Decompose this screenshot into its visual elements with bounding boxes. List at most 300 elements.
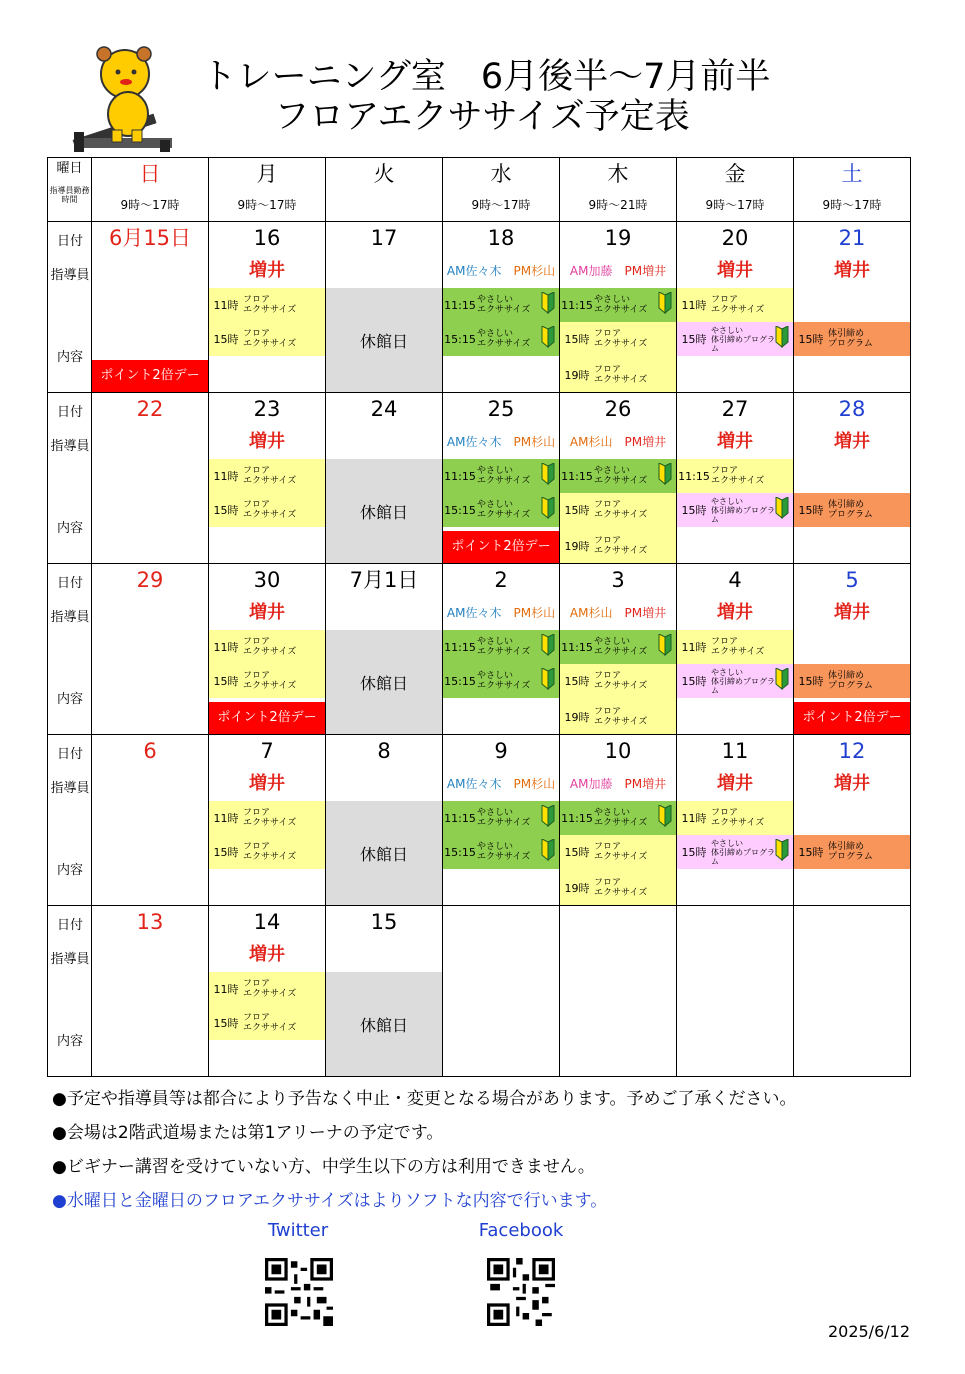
staff-name: 増井 <box>834 431 870 452</box>
class-time: 11時 <box>213 299 239 312</box>
point-double-day-badge: ポイント2倍デー <box>209 702 325 734</box>
program-name-2: エクササイズ <box>477 476 531 486</box>
program-name-1: 体引締め <box>828 329 865 339</box>
program-name-2: エクササイズ <box>594 546 648 556</box>
program-name-2: エクササイズ <box>711 818 765 828</box>
pm-staff: PM増井 <box>624 606 667 620</box>
program-name-1: 体引締め <box>828 671 865 681</box>
class-time: 15時 <box>798 333 824 346</box>
date-number: 9 <box>494 739 508 763</box>
program-name-1: フロア <box>594 500 622 510</box>
date-number: 17 <box>370 226 398 250</box>
date-number: 2 <box>494 568 508 592</box>
day-name: 火 <box>373 162 395 186</box>
header-label-cell <box>48 158 92 222</box>
program-name-1: フロア <box>243 1013 271 1023</box>
day-cell <box>326 564 443 735</box>
program-name-1: フロア <box>243 329 271 339</box>
point-double-day-badge: ポイント2倍デー <box>794 702 910 734</box>
staff-name: 増井 <box>717 260 753 281</box>
staff-name: 増井 <box>834 260 870 281</box>
staff-name-empty <box>92 425 208 459</box>
class-time: 15時 <box>564 846 590 859</box>
beginner-mark-icon <box>541 292 555 314</box>
program-name-2: プログラム <box>828 852 873 862</box>
date-number: 6月15日 <box>108 226 192 250</box>
class-slot <box>209 1006 325 1040</box>
class-slot <box>794 664 910 698</box>
date-number: 23 <box>253 397 281 421</box>
class-slot <box>560 358 676 392</box>
date-number: 8 <box>377 739 391 763</box>
date-number: 26 <box>604 397 632 421</box>
program-name-2: エクササイズ <box>243 989 297 999</box>
class-time: 15:15 <box>444 845 476 859</box>
class-slot <box>209 972 325 1006</box>
class-slots <box>677 630 793 734</box>
class-slots <box>560 459 676 563</box>
date-label: 日付 <box>56 918 83 933</box>
day-cell <box>443 735 560 906</box>
program-name-1: フロア <box>243 842 271 852</box>
class-time: 11:15 <box>444 640 476 654</box>
class-slot <box>443 801 559 835</box>
program-name-3: ム <box>711 856 719 866</box>
class-slot <box>560 835 676 869</box>
class-slots <box>794 288 910 392</box>
program-name-2: エクササイズ <box>594 510 648 520</box>
program-name-2: エクササイズ <box>243 305 297 315</box>
day-name: 金 <box>724 162 746 186</box>
class-slot <box>677 630 793 664</box>
class-slots <box>560 288 676 392</box>
class-slots <box>794 459 910 563</box>
staff-name-empty <box>326 254 442 288</box>
program-name-2: エクササイズ <box>477 681 531 691</box>
day-cell <box>677 222 794 393</box>
program-name-1: やさしい <box>711 325 743 335</box>
program-name-2: エクササイズ <box>477 305 531 315</box>
day-cell <box>443 564 560 735</box>
class-time: 11時 <box>681 641 707 654</box>
week-row <box>48 564 911 735</box>
point-double-day-badge: ポイント2倍デー <box>443 531 559 563</box>
day-cell <box>677 735 794 906</box>
day-hours: 9時～17時 <box>120 198 180 212</box>
beginner-mark-icon <box>775 668 789 690</box>
am-staff: AM加藤 <box>569 777 613 791</box>
staff-name: 増井 <box>717 431 753 452</box>
date-label: 日付 <box>56 747 83 762</box>
class-slots <box>209 801 325 905</box>
title-line2: フロアエクササイズ予定表 <box>274 97 690 137</box>
date-number: 16 <box>253 226 281 250</box>
day-cell <box>92 222 209 393</box>
class-slot <box>209 493 325 527</box>
class-time: 15:15 <box>444 674 476 688</box>
header-mon <box>209 158 326 222</box>
staff-label: 指導員 <box>50 268 90 283</box>
staff-name-empty <box>326 767 442 801</box>
beginner-mark-icon <box>541 497 555 519</box>
staff-name-empty <box>326 596 442 630</box>
day-cell <box>326 735 443 906</box>
date-number: 25 <box>487 397 515 421</box>
program-name-1: やさしい <box>477 500 514 510</box>
staff-name-empty <box>92 254 208 288</box>
staff-name: 増井 <box>249 431 285 452</box>
program-name-2: エクササイズ <box>594 818 648 828</box>
class-time: 19時 <box>564 882 590 895</box>
header-wed <box>443 158 560 222</box>
program-name-1: やさしい <box>477 295 514 305</box>
program-name-2: 体引締めプログラ <box>711 334 775 344</box>
class-time: 11時 <box>213 983 239 996</box>
program-name-1: フロア <box>594 365 622 375</box>
day-name: 月 <box>256 162 278 186</box>
day-cell <box>209 906 326 1077</box>
staff-label: 指導員 <box>50 439 90 454</box>
program-name-1: やさしい <box>477 671 514 681</box>
date-label: 日付 <box>56 234 83 249</box>
program-name-1: フロア <box>711 637 739 647</box>
day-cell <box>209 222 326 393</box>
day-cell <box>677 393 794 564</box>
staff-shift <box>443 254 559 288</box>
staff-name: 増井 <box>717 773 753 794</box>
class-slot <box>209 459 325 493</box>
point-double-day-badge: ポイント2倍デー <box>92 360 208 392</box>
staff-name-empty <box>326 425 442 459</box>
class-time: 11:15 <box>561 640 593 654</box>
pm-staff: PM杉山 <box>513 777 556 791</box>
date-number: 19 <box>604 226 632 250</box>
day-cell <box>92 735 209 906</box>
beginner-mark-icon <box>541 668 555 690</box>
beginner-mark-icon <box>658 463 672 485</box>
program-name-1: やさしい <box>594 808 631 818</box>
date-number: 11 <box>721 739 749 763</box>
class-slots <box>443 630 559 734</box>
day-cell <box>209 393 326 564</box>
content-label: 内容 <box>56 350 83 365</box>
date-number: 13 <box>136 910 164 934</box>
week-label-cell <box>48 393 92 564</box>
beginner-mark-icon <box>775 839 789 861</box>
closed-day: 休館日 <box>326 630 442 734</box>
program-name-2: エクササイズ <box>243 852 297 862</box>
week-label-cell <box>48 906 92 1077</box>
am-staff: AM加藤 <box>569 264 613 278</box>
program-name-1: フロア <box>243 808 271 818</box>
program-name-2: エクササイズ <box>594 375 648 385</box>
date-number: 20 <box>721 226 749 250</box>
date-number: 15 <box>370 910 398 934</box>
program-name-1: やさしい <box>594 466 631 476</box>
class-time: 11:15 <box>561 811 593 825</box>
program-name-2: エクササイズ <box>477 339 531 349</box>
date-number: 21 <box>838 226 866 250</box>
day-cell <box>209 735 326 906</box>
class-slot <box>443 322 559 356</box>
program-name-1: 体引締め <box>828 842 865 852</box>
date-number: 7 <box>260 739 274 763</box>
staff-shift <box>443 596 559 630</box>
program-name-1: フロア <box>243 295 271 305</box>
content-label: 内容 <box>56 521 83 536</box>
class-time: 15時 <box>798 675 824 688</box>
class-slots <box>209 288 325 392</box>
pm-staff: PM杉山 <box>513 606 556 620</box>
program-name-1: やさしい <box>477 842 514 852</box>
class-slot <box>677 493 793 527</box>
program-name-2: エクササイズ <box>243 647 297 657</box>
schedule-table <box>47 157 911 1077</box>
program-name-2: 体引締めプログラ <box>711 505 775 515</box>
class-time: 15時 <box>213 1017 239 1030</box>
am-staff: AM杉山 <box>569 435 613 449</box>
day-cell <box>794 735 911 906</box>
pm-staff: PM杉山 <box>513 264 556 278</box>
class-time: 11時 <box>681 812 707 825</box>
program-name-1: フロア <box>243 979 271 989</box>
date-number: 22 <box>136 397 164 421</box>
date-number: 14 <box>253 910 281 934</box>
class-slot <box>560 529 676 563</box>
program-name-1: フロア <box>594 878 622 888</box>
class-slot <box>677 835 793 869</box>
program-name-1: やさしい <box>477 466 514 476</box>
class-time: 11時 <box>213 470 239 483</box>
program-name-2: プログラム <box>828 339 873 349</box>
date-number <box>794 906 910 938</box>
beginner-mark-icon <box>541 805 555 827</box>
class-slot <box>677 322 793 356</box>
staff-name-empty <box>92 938 208 972</box>
program-name-1: フロア <box>594 671 622 681</box>
class-slot <box>443 835 559 869</box>
day-cell <box>560 906 677 1077</box>
date-number: 10 <box>604 739 632 763</box>
beginner-mark-icon <box>541 463 555 485</box>
date-label: 日付 <box>56 405 83 420</box>
program-name-1: やさしい <box>477 808 514 818</box>
week-row <box>48 906 911 1077</box>
pm-staff: PM増井 <box>624 435 667 449</box>
class-time: 15時 <box>798 846 824 859</box>
class-slot <box>560 493 676 527</box>
program-name-2: プログラム <box>828 681 873 691</box>
class-slots <box>677 288 793 392</box>
class-slots <box>443 288 559 392</box>
program-name-1: 体引締め <box>828 500 865 510</box>
facebook-label[interactable]: Facebook <box>478 1220 564 1241</box>
program-name-2: プログラム <box>828 510 873 520</box>
date-number: 18 <box>487 226 515 250</box>
class-slots <box>209 459 325 563</box>
program-name-1: フロア <box>243 671 271 681</box>
class-time: 19時 <box>564 711 590 724</box>
staff-shift <box>443 767 559 801</box>
header-tue <box>326 158 443 222</box>
beginner-mark-icon <box>658 805 672 827</box>
class-time: 11:15 <box>444 469 476 483</box>
program-name-3: ム <box>711 514 719 524</box>
content-label: 内容 <box>56 1034 83 1049</box>
beginner-mark-icon <box>541 634 555 656</box>
class-slot <box>560 871 676 905</box>
week-row <box>48 735 911 906</box>
class-slot <box>677 459 793 493</box>
staff-label: 指導員 <box>50 952 90 967</box>
twitter-qr-code-image[interactable] <box>265 1258 333 1326</box>
staff-name-empty <box>92 767 208 801</box>
date-number: 5 <box>845 568 859 592</box>
date-label: 日付 <box>56 576 83 591</box>
class-slot <box>677 288 793 322</box>
class-slot <box>794 493 910 527</box>
am-staff: AM佐々木 <box>446 777 502 791</box>
class-slot <box>560 288 676 322</box>
date-number <box>560 906 676 938</box>
program-name-2: エクササイズ <box>243 339 297 349</box>
content-label: 内容 <box>56 692 83 707</box>
class-time: 15時 <box>681 846 707 859</box>
staff-name: 増井 <box>249 260 285 281</box>
class-time: 15:15 <box>444 503 476 517</box>
day-hours: 9時～17時 <box>822 198 882 212</box>
date-number: 30 <box>253 568 281 592</box>
class-slot <box>209 664 325 698</box>
staff-name-empty <box>92 596 208 630</box>
am-staff: AM杉山 <box>569 606 613 620</box>
program-name-2: エクササイズ <box>711 647 765 657</box>
twitter-label[interactable]: Twitter <box>267 1220 329 1241</box>
note-3: ●ビギナー講習を受けていない方、中学生以下の方は利用できません。 <box>52 1157 595 1177</box>
program-name-2: エクササイズ <box>477 852 531 862</box>
date-number: 7月1日 <box>349 568 419 592</box>
week-label-cell <box>48 222 92 393</box>
beginner-mark-icon <box>541 839 555 861</box>
staff-name: 増井 <box>249 773 285 794</box>
content-label: 内容 <box>56 863 83 878</box>
day-cell <box>443 222 560 393</box>
program-name-2: 体引締めプログラ <box>711 676 775 686</box>
staff-name: 増井 <box>834 773 870 794</box>
program-name-3: ム <box>711 343 719 353</box>
class-time: 19時 <box>564 369 590 382</box>
class-slot <box>209 322 325 356</box>
date-number: 4 <box>728 568 742 592</box>
note-2: ●会場は2階武道場または第1アリーナの予定です。 <box>52 1123 444 1143</box>
date-number: 6 <box>143 739 157 763</box>
class-slot <box>677 801 793 835</box>
beginner-mark-icon <box>658 634 672 656</box>
class-slot <box>443 288 559 322</box>
header-sat <box>794 158 911 222</box>
program-name-1: フロア <box>711 466 739 476</box>
staff-shift <box>443 425 559 459</box>
program-name-2: エクササイズ <box>711 305 765 315</box>
program-name-2: エクササイズ <box>594 305 648 315</box>
date-number <box>677 906 793 938</box>
program-name-2: エクササイズ <box>594 888 648 898</box>
closed-day: 休館日 <box>326 288 442 392</box>
class-time: 11:15 <box>561 469 593 483</box>
class-slots <box>794 801 910 905</box>
beginner-mark-icon <box>775 497 789 519</box>
date-number: 27 <box>721 397 749 421</box>
class-slot <box>443 630 559 664</box>
pm-staff: PM杉山 <box>513 435 556 449</box>
class-time: 19時 <box>564 540 590 553</box>
class-time: 15時 <box>564 675 590 688</box>
week-row <box>48 393 911 564</box>
day-cell <box>443 906 560 1077</box>
staff-name-empty <box>326 938 442 972</box>
class-time: 15時 <box>564 333 590 346</box>
class-slot <box>560 322 676 356</box>
week-label-cell <box>48 564 92 735</box>
day-hours: 9時～21時 <box>588 198 648 212</box>
date-stamp: 2025/6/12 <box>827 1322 910 1341</box>
closed-day: 休館日 <box>326 801 442 905</box>
program-name-1: やさしい <box>594 637 631 647</box>
day-cell <box>794 222 911 393</box>
class-time: 11:15 <box>444 298 476 312</box>
program-name-1: やさしい <box>711 667 743 677</box>
program-name-1: やさしい <box>477 329 514 339</box>
class-time: 15時 <box>681 675 707 688</box>
class-slot <box>560 700 676 734</box>
note-1: ●予定や指導員等は都合により予告なく中止・変更となる場合があります。予めご了承ください。 <box>52 1089 797 1109</box>
pm-staff: PM増井 <box>624 264 667 278</box>
closed-day: 休館日 <box>326 972 442 1076</box>
class-time: 15時 <box>213 846 239 859</box>
mascot-treadmill-image <box>70 42 180 154</box>
class-slot <box>794 835 910 869</box>
facebook-qr-code-image[interactable] <box>487 1258 555 1326</box>
header-row <box>48 158 911 222</box>
class-time: 11:15 <box>678 469 710 483</box>
class-time: 11:15 <box>561 298 593 312</box>
program-name-2: 体引締めプログラ <box>711 847 775 857</box>
day-cell <box>677 564 794 735</box>
class-time: 15時 <box>213 333 239 346</box>
day-hours: 9時～17時 <box>705 198 765 212</box>
date-number: 24 <box>370 397 398 421</box>
program-name-2: エクササイズ <box>594 852 648 862</box>
day-cell <box>560 222 677 393</box>
am-staff: AM佐々木 <box>446 606 502 620</box>
class-slot <box>677 664 793 698</box>
am-staff: AM佐々木 <box>446 264 502 278</box>
class-time: 11時 <box>681 299 707 312</box>
beginner-mark-icon <box>775 326 789 348</box>
class-slot <box>209 801 325 835</box>
class-slot <box>794 322 910 356</box>
program-name-1: フロア <box>594 536 622 546</box>
day-cell <box>560 393 677 564</box>
program-name-1: フロア <box>594 329 622 339</box>
class-slot <box>560 801 676 835</box>
note-4: ●水曜日と金曜日のフロアエクササイズはよりソフトな内容で行います。 <box>52 1191 608 1211</box>
class-slot <box>560 664 676 698</box>
staff-name: 増井 <box>249 944 285 965</box>
program-name-2: エクササイズ <box>477 647 531 657</box>
date-number: 29 <box>136 568 164 592</box>
day-cell <box>209 564 326 735</box>
